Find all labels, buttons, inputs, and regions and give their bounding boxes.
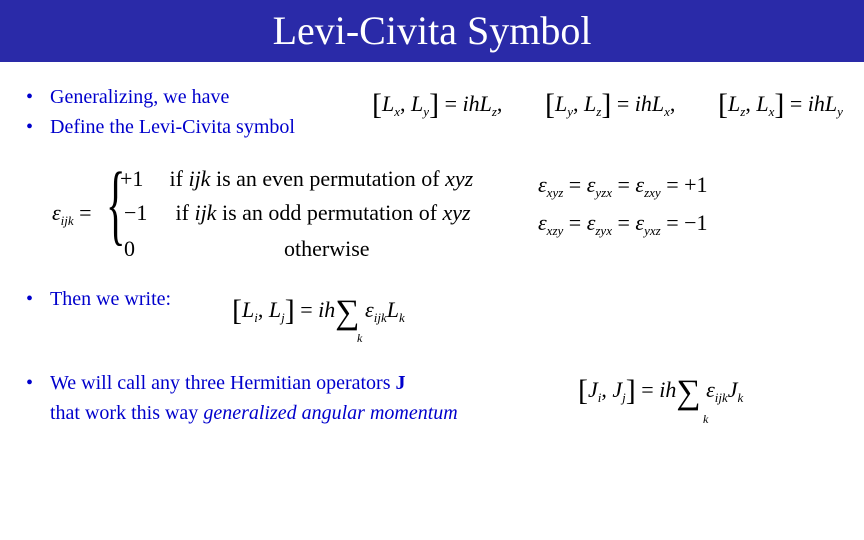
bullet-hermitian: • We will call any three Hermitian operators J xyxy=(26,372,406,394)
epsilon-even-values: $\varepsilon_{xyz} = \varepsilon_{yzx} = \varepsilon_{zxy} = +1$ xyxy=(538,172,708,200)
commutator-lx-ly: [$L_x$, $L_y] = ihL_z$, xyxy=(372,88,503,121)
bullet-then xyxy=(26,288,171,311)
bullet-dot: • xyxy=(26,288,34,310)
epsilon-odd-values: $\varepsilon_{xzy} = \varepsilon_{zyx} = \varepsilon_{yxz} = -1$ xyxy=(538,210,708,238)
case-even: +1 if ijk is an even permutation of xyz xyxy=(120,166,474,191)
sum-index-j: k xyxy=(703,412,709,426)
commutator-general-l: [$L_i$, $L_j] = ih\sum$ $\varepsilon_{ijk}L_k$ xyxy=(232,294,405,331)
bullet-hermitian-line2: that work this way generalized angular momentum xyxy=(50,402,458,424)
title-bar xyxy=(0,0,864,62)
bullet-dot: • xyxy=(26,86,34,108)
bullet-dot: • xyxy=(26,116,34,138)
commutator-lz-lx: [$L_z$, $L_x] = ihL_y$ xyxy=(718,88,843,121)
commutator-ly-lz: [$L_y$, $L_z] = ihL_x$, xyxy=(545,88,676,121)
epsilon-lhs: $\varepsilon_{ijk}$ = xyxy=(52,200,92,228)
page-title: Levi-Civita Symbol xyxy=(272,8,592,53)
case-otherwise: 0 otherwise xyxy=(124,236,370,261)
bullet-define xyxy=(26,116,295,139)
commutator-general-j: [$J_i$, $J_j] = ih\sum$ $\varepsilon_{ijk}J_k$ xyxy=(578,374,744,411)
sum-index-l: k xyxy=(357,331,363,345)
bullet-text: Then we write: xyxy=(50,288,172,310)
bullet-generalizing xyxy=(26,86,229,109)
bullet-dot: • xyxy=(26,372,34,394)
bullet-text: Define the Levi-Civita symbol xyxy=(50,116,295,138)
case-odd: −1 if ijk is an odd permutation of xyz xyxy=(124,200,471,225)
bullet-text: Generalizing, we have xyxy=(50,86,230,108)
left-brace: { xyxy=(106,155,126,254)
